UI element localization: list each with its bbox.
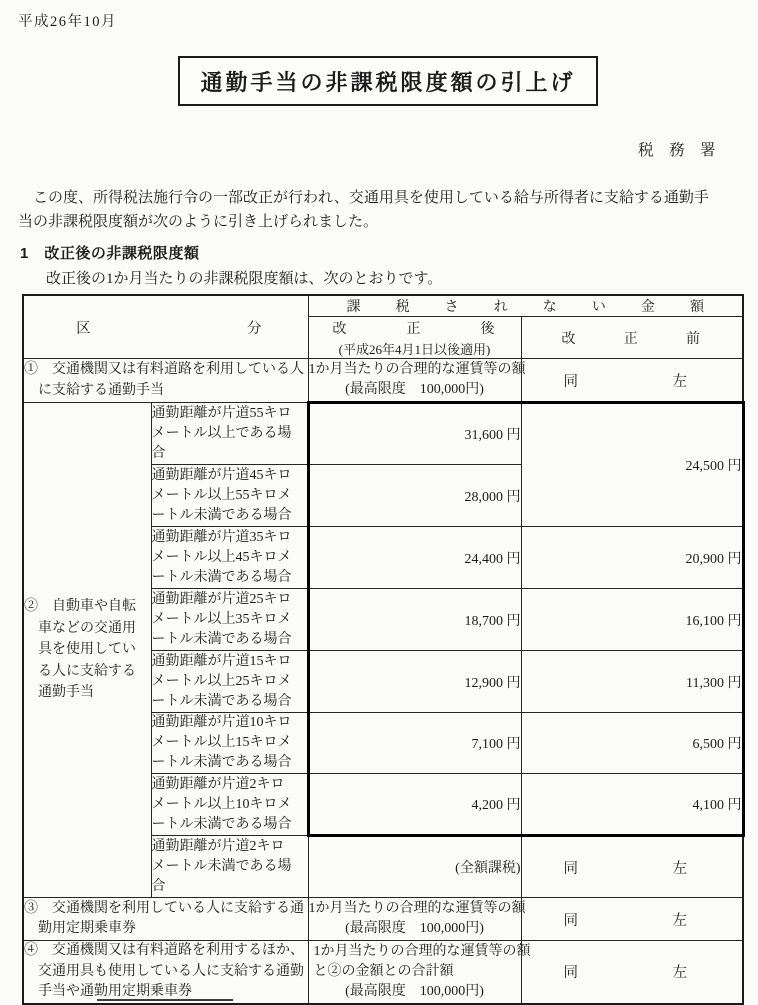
row2-sub4-condition: 通勤距離が片道25キロ メートル以上35キロメ ートル未満である場合 (151, 589, 308, 651)
row4-category: ④ 交通機関又は有料道路を利用するほか、 交通用具も使用している人に支給する通勤 手当や通勤用定期乗車券 (23, 941, 308, 1004)
row2-sub2-after-amount: 28,000 円 (308, 465, 521, 527)
row2-sub7-before-amount: 4,100 円 (521, 774, 743, 836)
row2-sub7-condition: 通勤距離が片道2キロ メートル以上10キロメ ートル未満である場合 (151, 774, 308, 836)
section-lead: 改正後の1か月当たりの非課税限度額は、次のとおりです。 (46, 271, 443, 287)
intro-paragraph: この度、所得税法施行令の一部改正が行われ、交通用具を使用している給与所得者に支給する通勤手 当の非課税限度額が次のように引き上げられました。 (18, 190, 709, 230)
row3-same-as-left (522, 909, 743, 930)
taxfree-char: 課 (346, 300, 361, 315)
header-taxfree-cell (308, 295, 743, 317)
taxfree-char: 額 (689, 300, 704, 315)
row2-sub8-condition: 通勤距離が片道2キロ メートル未満である場 合 (151, 836, 308, 898)
before-char: 改 (561, 331, 576, 347)
issuer-label: 税 務 署 (638, 142, 716, 159)
document-title: 通勤手当の非課税限度額の引上げ (200, 69, 576, 95)
same-char: 同 (563, 373, 578, 390)
row2-category: ② 自動車や自転 車などの交通用 具を使用してい る人に支給する 通勤手当 (23, 403, 151, 898)
header-after-label (309, 317, 521, 338)
row4-after-amount: 1か月当たりの合理的な運賃等の額 と②の金額との合計額 (最高限度 100,000円) (308, 941, 521, 1004)
same-char: 同 (563, 965, 578, 982)
same-char: 同 (563, 912, 578, 929)
same-char: 左 (672, 860, 687, 877)
row2-sub6-after-amount: 7,100 円 (308, 713, 521, 774)
row1-same-as-left (522, 370, 743, 391)
row2-sub4-before-amount: 16,100 円 (521, 589, 743, 651)
section-heading: 1 改正後の非課税限度額 (20, 245, 200, 262)
row1-category: ① 交通機関又は有料道路を利用している人 に支給する通勤手当 (23, 359, 308, 403)
same-char: 左 (672, 965, 687, 982)
row1-before-amount (521, 359, 743, 403)
after-char: 改 (332, 322, 347, 337)
header-after-cell (308, 317, 521, 359)
row2-sub3-before-amount: 20,900 円 (521, 527, 743, 589)
kubun-char-2: 分 (247, 320, 262, 337)
row2-sub5-before-amount: 11,300 円 (521, 651, 743, 713)
row3-category: ③ 交通機関を利用している人に支給する通 勤用定期乗車券 (23, 898, 308, 941)
row2-sub6-before-amount: 6,500 円 (521, 713, 743, 774)
row2-sub7-after-amount: 4,200 円 (308, 774, 521, 836)
taxfree-char: い (591, 300, 606, 315)
header-taxfree-label (309, 296, 743, 316)
taxfree-char: れ (493, 300, 508, 315)
row2-sub3-after-amount: 24,400 円 (308, 527, 521, 589)
row4-same-as-left (522, 961, 743, 982)
kubun-char-1: 区 (76, 320, 91, 337)
header-kubun-label (24, 317, 308, 338)
header-after-note: (平成26年4月1日以後適用) (338, 342, 491, 357)
row2-sub1-before-amount: 24,500 円 (521, 403, 743, 527)
after-char: 正 (406, 322, 421, 337)
taxfree-char: 金 (640, 300, 655, 315)
row2-sub4-after-amount: 18,700 円 (308, 589, 521, 651)
taxfree-char: 税 (395, 300, 410, 315)
date-label: 平成26年10月 (18, 14, 117, 30)
before-char: 正 (623, 331, 638, 347)
title-box (178, 56, 598, 106)
row2-sub8-same-as-left (522, 857, 743, 878)
taxfree-char: さ (444, 300, 459, 315)
row2-sub5-condition: 通勤距離が片道15キロ メートル以上25キロメ ートル未満である場合 (151, 651, 308, 713)
row4-before-amount (521, 941, 743, 1004)
page-bottom-cutoff-artifact (97, 999, 233, 1001)
row2-sub8-before-amount (521, 836, 743, 898)
header-kubun-cell (23, 295, 308, 359)
same-char: 左 (672, 373, 687, 390)
row3-before-amount (521, 898, 743, 941)
header-before-label (522, 328, 743, 348)
row2-sub8-after-amount: (全額課税) (308, 836, 521, 898)
same-char: 同 (563, 860, 578, 877)
tax-free-limit-table (22, 294, 745, 1005)
row2-sub5-after-amount: 12,900 円 (308, 651, 521, 713)
row2-sub1-condition: 通勤距離が片道55キロ メートル以上である場 合 (151, 403, 308, 465)
taxfree-char: な (542, 300, 557, 315)
row3-after-amount: 1か月当たりの合理的な運賃等の額 (最高限度 100,000円) (308, 898, 521, 941)
row2-sub6-condition: 通勤距離が片道10キロ メートル以上15キロメ ートル未満である場合 (151, 713, 308, 774)
same-char: 左 (672, 912, 687, 929)
row2-sub3-condition: 通勤距離が片道35キロ メートル以上45キロメ ートル未満である場合 (151, 527, 308, 589)
row2-sub1-after-amount: 31,600 円 (308, 403, 521, 465)
row1-after-amount: 1か月当たりの合理的な運賃等の額 (最高限度 100,000円) (308, 359, 521, 403)
header-before-cell (521, 317, 743, 359)
before-char: 前 (686, 331, 700, 347)
row2-sub2-condition: 通勤距離が片道45キロ メートル以上55キロメ ートル未満である場合 (151, 465, 308, 527)
after-char: 後 (480, 322, 495, 337)
